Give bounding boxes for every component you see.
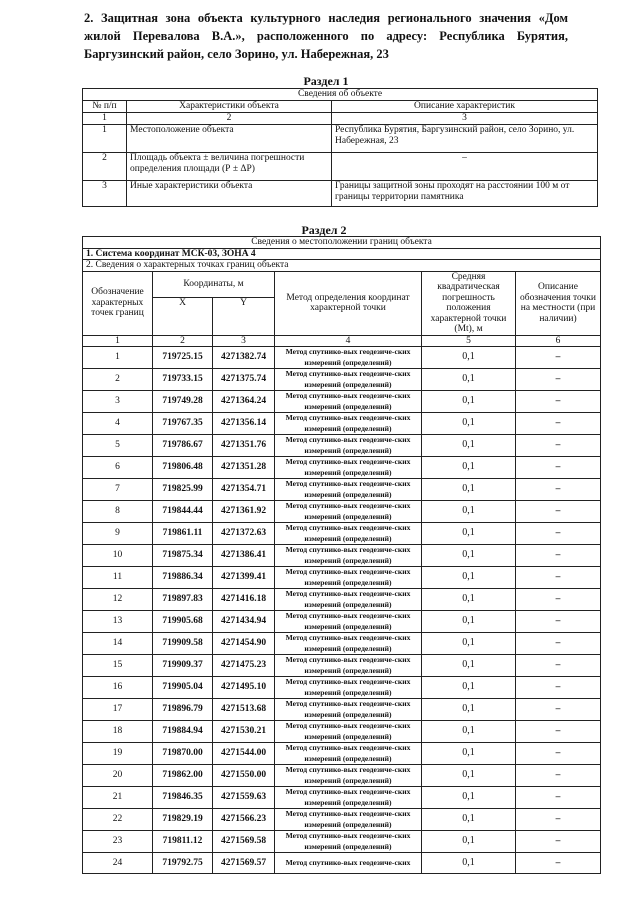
table-row	[83, 699, 601, 721]
point-x: 719846.35	[153, 787, 213, 809]
point-error: 0,1	[422, 523, 516, 545]
header-y: Y	[213, 297, 275, 335]
point-error: 0,1	[422, 633, 516, 655]
point-error: 0,1	[422, 831, 516, 853]
table-row	[83, 413, 601, 435]
point-x: 719844.44	[153, 501, 213, 523]
header-characteristic: Характеристики объекта	[127, 101, 332, 113]
point-description: –	[516, 523, 601, 545]
points-body	[83, 347, 601, 874]
point-x: 719909.37	[153, 655, 213, 677]
point-number: 13	[83, 611, 153, 633]
point-description: –	[516, 787, 601, 809]
point-method: Метод спутнико-вых геодезиче-ских измерений (определений)	[275, 479, 422, 501]
point-error: 0,1	[422, 347, 516, 369]
point-method: Метод спутнико-вых геодезиче-ских измерений (определений)	[275, 501, 422, 523]
point-error: 0,1	[422, 809, 516, 831]
point-number: 2	[83, 369, 153, 391]
point-error: 0,1	[422, 787, 516, 809]
point-number: 5	[83, 435, 153, 457]
point-error: 0,1	[422, 853, 516, 874]
point-description: –	[516, 743, 601, 765]
point-error: 0,1	[422, 589, 516, 611]
point-method: Метод спутнико-вых геодезиче-ских измерений (определений)	[275, 743, 422, 765]
object-info-table	[82, 88, 598, 207]
point-x: 719806.48	[153, 457, 213, 479]
point-y: 4271375.74	[213, 369, 275, 391]
point-method: Метод спутнико-вых геодезиче-ских измерений (определений)	[275, 391, 422, 413]
point-description: –	[516, 721, 601, 743]
header-number: № п/п	[83, 101, 127, 113]
point-x: 719896.79	[153, 699, 213, 721]
table-row	[83, 479, 601, 501]
point-number: 21	[83, 787, 153, 809]
point-method: Метод спутнико-вых геодезиче-ских измерений (определений)	[275, 721, 422, 743]
point-y: 4271351.28	[213, 457, 275, 479]
point-method: Метод спутнико-вых геодезиче-ских измерений (определений)	[275, 457, 422, 479]
point-method: Метод спутнико-вых геодезиче-ских измерений (определений)	[275, 677, 422, 699]
point-method: Метод спутнико-вых геодезиче-ских измерений (определений)	[275, 699, 422, 721]
coordinate-system: 1. Система координат МСК-03, ЗОНА 4	[83, 248, 601, 260]
point-x: 719767.35	[153, 413, 213, 435]
point-error: 0,1	[422, 501, 516, 523]
header-x: X	[153, 297, 213, 335]
table-row	[83, 369, 601, 391]
point-number: 15	[83, 655, 153, 677]
point-method: Метод спутнико-вых геодезиче-ских	[275, 853, 422, 874]
table-row	[83, 677, 601, 699]
point-x: 719897.83	[153, 589, 213, 611]
point-method: Метод спутнико-вых геодезиче-ских измерений (определений)	[275, 413, 422, 435]
header-designation: Обозначение характерных точек границ	[83, 271, 153, 335]
point-description: –	[516, 831, 601, 853]
table-row	[83, 831, 601, 853]
point-description: –	[516, 435, 601, 457]
point-description: –	[516, 413, 601, 435]
point-x: 719829.19	[153, 809, 213, 831]
table-row	[83, 567, 601, 589]
table-row	[83, 765, 601, 787]
point-y: 4271372.63	[213, 523, 275, 545]
point-method: Метод спутнико-вых геодезиче-ских измерений (определений)	[275, 787, 422, 809]
point-x: 719749.28	[153, 391, 213, 413]
point-x: 719792.75	[153, 853, 213, 874]
point-number: 11	[83, 567, 153, 589]
point-error: 0,1	[422, 699, 516, 721]
boundary-points-table	[82, 236, 601, 874]
row-number: 1	[83, 125, 127, 153]
point-description: –	[516, 567, 601, 589]
header-description: Описание обозначения точки на местности (при наличии)	[516, 271, 601, 335]
table-row	[83, 655, 601, 677]
point-number: 17	[83, 699, 153, 721]
col-number: 2	[127, 113, 332, 125]
col-number: 1	[83, 335, 153, 347]
point-y: 4271382.74	[213, 347, 275, 369]
point-y: 4271495.10	[213, 677, 275, 699]
col-number: 5	[422, 335, 516, 347]
point-error: 0,1	[422, 721, 516, 743]
point-method: Метод спутнико-вых геодезиче-ских измерений (определений)	[275, 545, 422, 567]
point-y: 4271454.90	[213, 633, 275, 655]
point-y: 4271544.00	[213, 743, 275, 765]
table-row	[83, 721, 601, 743]
point-x: 719786.67	[153, 435, 213, 457]
table-row	[83, 501, 601, 523]
point-y: 4271364.24	[213, 391, 275, 413]
point-description: –	[516, 853, 601, 874]
point-error: 0,1	[422, 545, 516, 567]
point-x: 719870.00	[153, 743, 213, 765]
point-y: 4271566.23	[213, 809, 275, 831]
point-error: 0,1	[422, 457, 516, 479]
header-coords: Координаты, м	[153, 271, 275, 297]
point-x: 719725.15	[153, 347, 213, 369]
table-row	[83, 545, 601, 567]
point-number: 14	[83, 633, 153, 655]
row-number: 3	[83, 181, 127, 207]
point-y: 4271569.57	[213, 853, 275, 874]
header-description: Описание характеристик	[332, 101, 598, 113]
header-method: Метод определения координат характерной точки	[275, 271, 422, 335]
points-title: 2. Сведения о характерных точках границ объекта	[83, 260, 601, 272]
point-y: 4271475.23	[213, 655, 275, 677]
row-value: Границы защитной зоны проходят на расстоянии 100 м от границы территории памятника	[332, 181, 598, 207]
point-description: –	[516, 369, 601, 391]
table-row	[83, 853, 601, 874]
table-row	[83, 589, 601, 611]
point-method: Метод спутнико-вых геодезиче-ских измерений (определений)	[275, 633, 422, 655]
point-description: –	[516, 611, 601, 633]
point-number: 3	[83, 391, 153, 413]
section-heading: 2. Защитная зона объекта культурного наследия регионального значения «Дом жилой Перевалова В.А.», расположенного по адресу: Республика Бурятия, Баргузинский район, село Зорино, ул. Набережная, 23	[84, 11, 568, 61]
point-error: 0,1	[422, 369, 516, 391]
point-number: 7	[83, 479, 153, 501]
point-x: 719875.34	[153, 545, 213, 567]
col-number: 2	[153, 335, 213, 347]
col-number: 4	[275, 335, 422, 347]
point-method: Метод спутнико-вых геодезиче-ских измерений (определений)	[275, 567, 422, 589]
point-number: 10	[83, 545, 153, 567]
point-method: Метод спутнико-вых геодезиче-ских измерений (определений)	[275, 611, 422, 633]
row-name: Площадь объекта ± величина погрешности определения площади (Р ± ΔР)	[127, 153, 332, 181]
point-number: 9	[83, 523, 153, 545]
point-description: –	[516, 457, 601, 479]
object-info-table-title: Сведения об объекте	[83, 89, 598, 101]
point-y: 4271416.18	[213, 589, 275, 611]
boundary-table-title: Сведения о местоположении границ объекта	[83, 237, 601, 249]
point-y: 4271386.41	[213, 545, 275, 567]
point-y: 4271530.21	[213, 721, 275, 743]
row-name: Местоположение объекта	[127, 125, 332, 153]
section1-title: Раздел 1	[303, 74, 349, 88]
point-method: Метод спутнико-вых геодезиче-ских измерений (определений)	[275, 369, 422, 391]
table-row	[83, 391, 601, 413]
point-description: –	[516, 391, 601, 413]
point-y: 4271351.76	[213, 435, 275, 457]
point-y: 4271569.58	[213, 831, 275, 853]
point-x: 719811.12	[153, 831, 213, 853]
point-number: 8	[83, 501, 153, 523]
point-error: 0,1	[422, 655, 516, 677]
point-number: 18	[83, 721, 153, 743]
point-number: 16	[83, 677, 153, 699]
point-y: 4271559.63	[213, 787, 275, 809]
point-description: –	[516, 347, 601, 369]
point-y: 4271361.92	[213, 501, 275, 523]
point-number: 12	[83, 589, 153, 611]
col-number: 3	[332, 113, 598, 125]
point-y: 4271399.41	[213, 567, 275, 589]
point-error: 0,1	[422, 567, 516, 589]
point-description: –	[516, 809, 601, 831]
point-error: 0,1	[422, 611, 516, 633]
table-row	[83, 457, 601, 479]
point-x: 719884.94	[153, 721, 213, 743]
point-method: Метод спутнико-вых геодезиче-ских измерений (определений)	[275, 589, 422, 611]
point-error: 0,1	[422, 743, 516, 765]
row-value: –	[332, 153, 598, 181]
point-method: Метод спутнико-вых геодезиче-ских измерений (определений)	[275, 765, 422, 787]
table-row	[83, 435, 601, 457]
point-x: 719909.58	[153, 633, 213, 655]
col-number: 6	[516, 335, 601, 347]
point-method: Метод спутнико-вых геодезиче-ских измерений (определений)	[275, 347, 422, 369]
point-error: 0,1	[422, 677, 516, 699]
point-error: 0,1	[422, 435, 516, 457]
point-number: 4	[83, 413, 153, 435]
point-description: –	[516, 501, 601, 523]
table-row	[83, 743, 601, 765]
point-x: 719733.15	[153, 369, 213, 391]
point-number: 23	[83, 831, 153, 853]
point-method: Метод спутнико-вых геодезиче-ских измерений (определений)	[275, 435, 422, 457]
header-error: Средняя квадратическая погрешность положения характерной точки (Mt), м	[422, 271, 516, 335]
point-method: Метод спутнико-вых геодезиче-ских измерений (определений)	[275, 831, 422, 853]
row-number: 2	[83, 153, 127, 181]
point-number: 22	[83, 809, 153, 831]
point-description: –	[516, 677, 601, 699]
point-error: 0,1	[422, 413, 516, 435]
row-name: Иные характеристики объекта	[127, 181, 332, 207]
table-row	[83, 809, 601, 831]
point-error: 0,1	[422, 479, 516, 501]
point-description: –	[516, 765, 601, 787]
point-method: Метод спутнико-вых геодезиче-ских измерений (определений)	[275, 523, 422, 545]
table-row	[83, 611, 601, 633]
point-y: 4271356.14	[213, 413, 275, 435]
point-method: Метод спутнико-вых геодезиче-ских измерений (определений)	[275, 809, 422, 831]
point-description: –	[516, 699, 601, 721]
point-number: 19	[83, 743, 153, 765]
col-number: 1	[83, 113, 127, 125]
point-x: 719886.34	[153, 567, 213, 589]
point-y: 4271434.94	[213, 611, 275, 633]
point-description: –	[516, 633, 601, 655]
point-number: 6	[83, 457, 153, 479]
point-y: 4271550.00	[213, 765, 275, 787]
point-x: 719861.11	[153, 523, 213, 545]
row-value: Республика Бурятия, Баргузинский район, село Зорино, ул. Набережная, 23	[332, 125, 598, 153]
table-row	[83, 633, 601, 655]
point-y: 4271513.68	[213, 699, 275, 721]
point-description: –	[516, 479, 601, 501]
point-description: –	[516, 589, 601, 611]
point-method: Метод спутнико-вых геодезиче-ских измерений (определений)	[275, 655, 422, 677]
table-row	[83, 523, 601, 545]
table-row	[83, 347, 601, 369]
point-number: 24	[83, 853, 153, 874]
col-number: 3	[213, 335, 275, 347]
point-number: 20	[83, 765, 153, 787]
section2-title: Раздел 2	[301, 223, 347, 237]
point-description: –	[516, 655, 601, 677]
table-row	[83, 787, 601, 809]
point-x: 719905.68	[153, 611, 213, 633]
point-number: 1	[83, 347, 153, 369]
point-description: –	[516, 545, 601, 567]
point-error: 0,1	[422, 391, 516, 413]
point-x: 719825.99	[153, 479, 213, 501]
point-y: 4271354.71	[213, 479, 275, 501]
point-error: 0,1	[422, 765, 516, 787]
point-x: 719905.04	[153, 677, 213, 699]
point-x: 719862.00	[153, 765, 213, 787]
